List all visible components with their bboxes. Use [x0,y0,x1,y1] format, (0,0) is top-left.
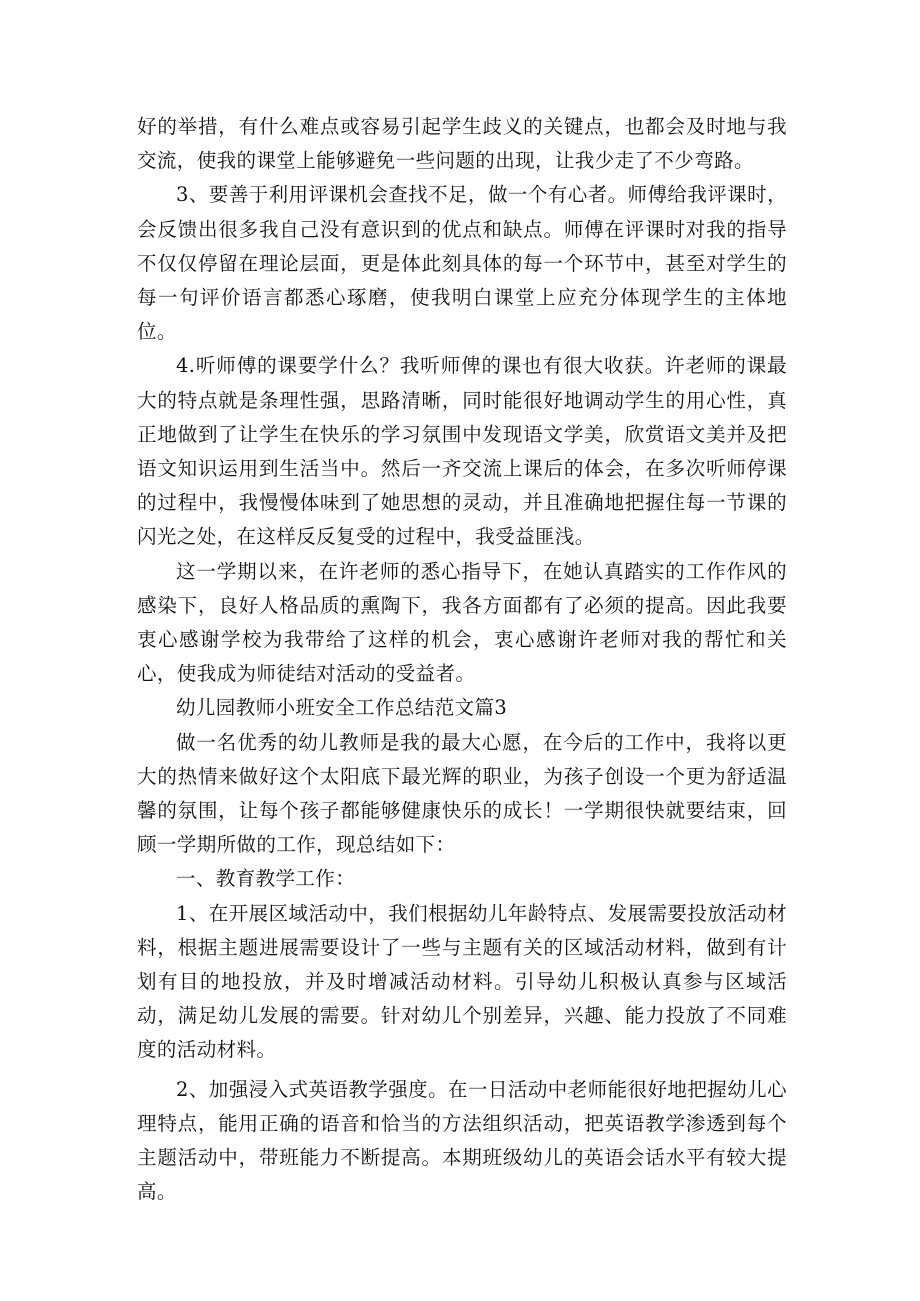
paragraph-semester-summary: 这一学期以来，在许老师的悉心指导下，在她认真踏实的工作作风的感染下，良好人格品质的熏陶下，我各方面都有了必须的提高。因此我要衷心感谢学校为我带给了这样的机会，衷心感谢许老师对我的帮忙和关心，使我成为师徒结对活动的受益者。 [137,559,787,686]
paragraph-item-2: 2、加强浸入式英语教学强度。在一日活动中老师能很好地把握幼儿心理特点，能用正确的语音和恰当的方法组织活动，把英语教学渗透到每个主题活动中，带班能力不断提高。本期班级幼儿的英语会话水平有较大提高。 [137,1077,787,1204]
paragraph-point-3: 3、要善于利用评课机会查找不足，做一个有心者。师傅给我评课时，会反馈出很多我自己没有意识到的优点和缺点。师傅在评课时对我的指导不仅仅停留在理论层面，更是体此刻具体的每一个环节中，甚至对学生的每一句评价语言都悉心琢磨，使我明白课堂上应充分体现学生的主体地位。 [137,183,787,344]
paragraph-continuation: 好的举措，有什么难点或容易引起学生歧义的关键点，也都会及时地与我交流，使我的课堂上能够避免一些问题的出现，让我少走了不少弯路。 [137,115,787,173]
paragraph-point-4: 4.听师傅的课要学什么？我听师俾的课也有很大收获。许老师的课最大的特点就是条理性强，思路清晰，同时能很好地调动学生的用心性，真正地做到了让学生在快乐的学习氛围中发现语文学美，欣赏语文美并及把语文知识运用到生活当中。然后一齐交流上课后的体会，在多次听师停课的过程中，我慢慢体味到了她思想的灵动，并且准确地把握住每一节课的闪光之处，在这样反反复受的过程中，我受益匪浅。 [137,354,787,549]
section-heading: 幼儿园教师小班安全工作总结范文篇3 [176,696,508,720]
subheading-teaching-work: 一、教育教学工作： [176,867,356,891]
paragraph-intro: 做一名优秀的幼儿教师是我的最大心愿，在今后的工作中，我将以更大的热情来做好这个太阳底下最光辉的职业，为孩子创设一个更为舒适温馨的氛围，让每个孩子都能够健康快乐的成长！一学期很快就要结束，回顾一学期所做的工作，现总结如下： [137,730,787,857]
document-body [137,110,787,1210]
paragraph-item-1: 1、在开展区域活动中，我们根据幼儿年龄特点、发展需要投放活动材料，根据主题进展需要设计了一些与主题有关的区域活动材料，做到有计划有目的地投放，并及时增减活动材料。引导幼儿积极认真参与区域活动，满足幼儿发展的需要。针对幼儿个别差异，兴趣、能力投放了不同难度的活动材料。 [137,901,787,1062]
